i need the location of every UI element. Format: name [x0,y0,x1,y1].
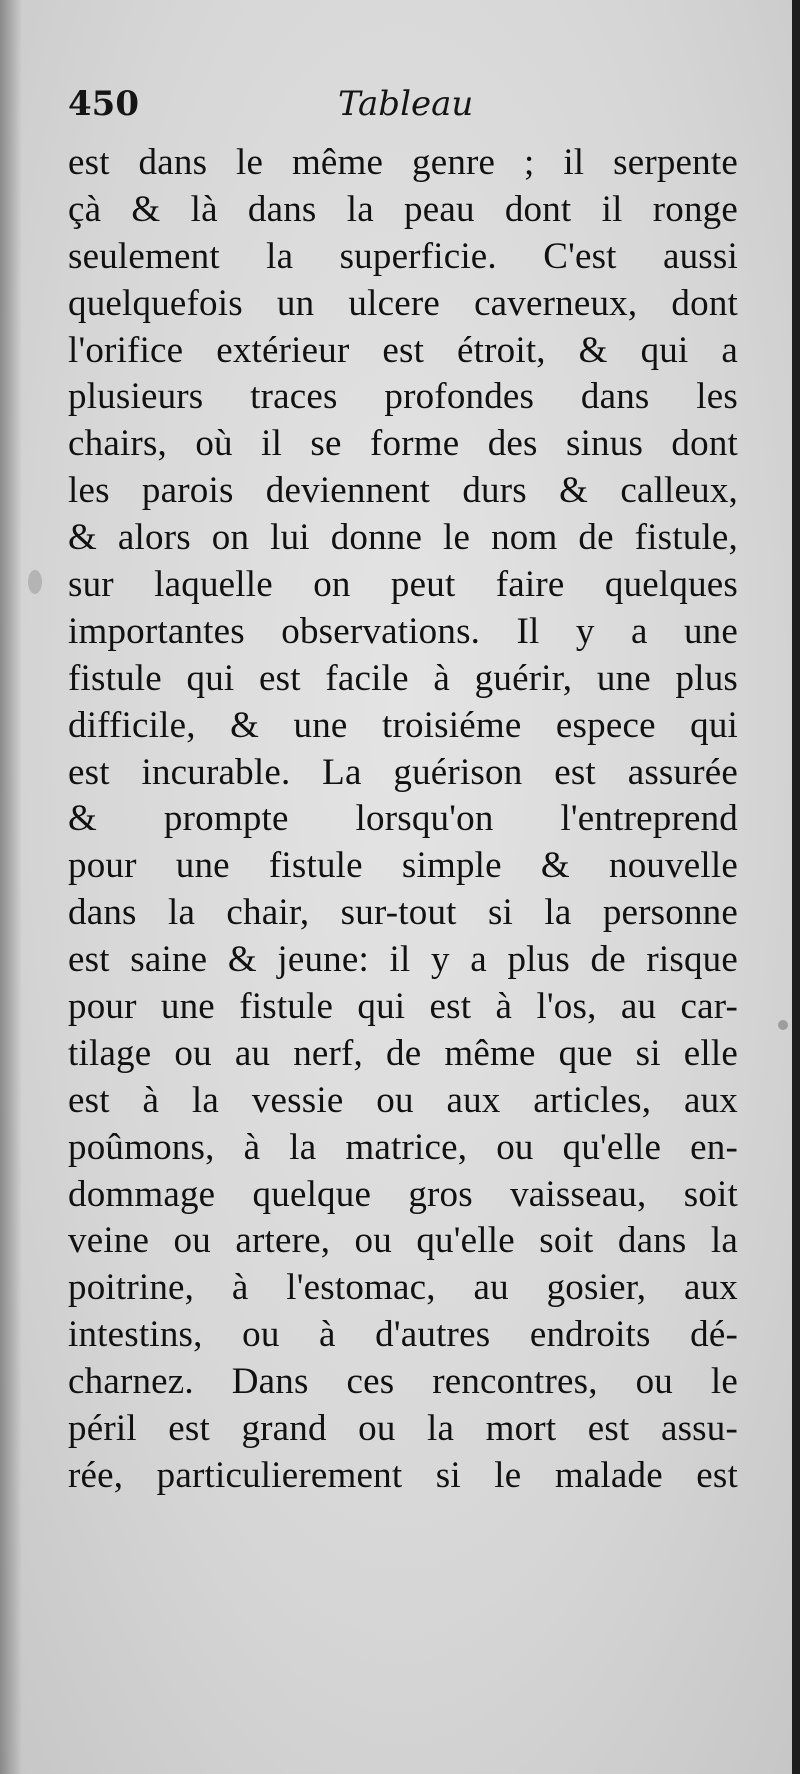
text-line: les parois deviennent durs & calleux, [68,470,738,512]
text-line: charnez. Dans ces rencontres, ou le [68,1361,738,1403]
text-line: veine ou artere, ou qu'elle soit dans la [68,1220,738,1262]
text-line: poitrine, à l'estomac, au gosier, aux [68,1267,738,1309]
text-line: seulement la superficie. C'est aussi [68,235,738,277]
body-text [68,140,738,1500]
page-number: 450 [68,84,139,124]
text-line: est incurable. La guérison est assurée [68,751,738,793]
text-line: intestins, ou à d'autres endroits dé- [68,1314,738,1356]
text-line: pour une fistule simple & nouvelle [68,845,738,887]
running-title: Tableau [338,84,474,124]
text-line: est dans le même genre ; il serpente [68,142,738,183]
text-line: est à la vessie ou aux articles, aux [68,1079,738,1121]
text-line: fistule qui est facile à guérir, une plus [68,657,738,699]
text-line: plusieurs traces profondes dans les [68,376,738,418]
text-line: tilage ou au nerf, de même que si elle [68,1032,738,1074]
text-line: quelquefois un ulcere caverneux, dont [68,282,738,324]
text-line: rée, particulierement si le malade est [68,1454,738,1496]
text-line: & alors on lui donne le nom de fistule, [68,517,738,559]
ink-spot [28,570,42,594]
text-line: pour une fistule qui est à l'os, au car- [68,986,738,1028]
ink-spot [778,1020,788,1030]
page-header [68,84,728,134]
text-line: dans la chair, sur-tout si la personne [68,892,738,934]
text-line: péril est grand ou la mort est assu- [68,1408,738,1450]
text-line: & prompte lorsqu'on l'entreprend [68,798,738,840]
text-line: dommage quelque gros vaisseau, soit [68,1173,738,1215]
text-line: est saine & jeune: il y a plus de risque [68,939,738,981]
text-line: l'orifice extérieur est étroit, & qui a [68,329,738,371]
text-line: chairs, où il se forme des sinus dont [68,423,738,465]
text-line: çà & là dans la peau dont il ronge [68,188,738,230]
text-line: poûmons, à la matrice, ou qu'elle en- [68,1126,738,1168]
text-line: sur laquelle on peut faire quelques [68,564,738,606]
text-line: importantes observations. Il y a une [68,610,738,652]
text-line: difficile, & une troisiéme espece qui [68,704,738,746]
